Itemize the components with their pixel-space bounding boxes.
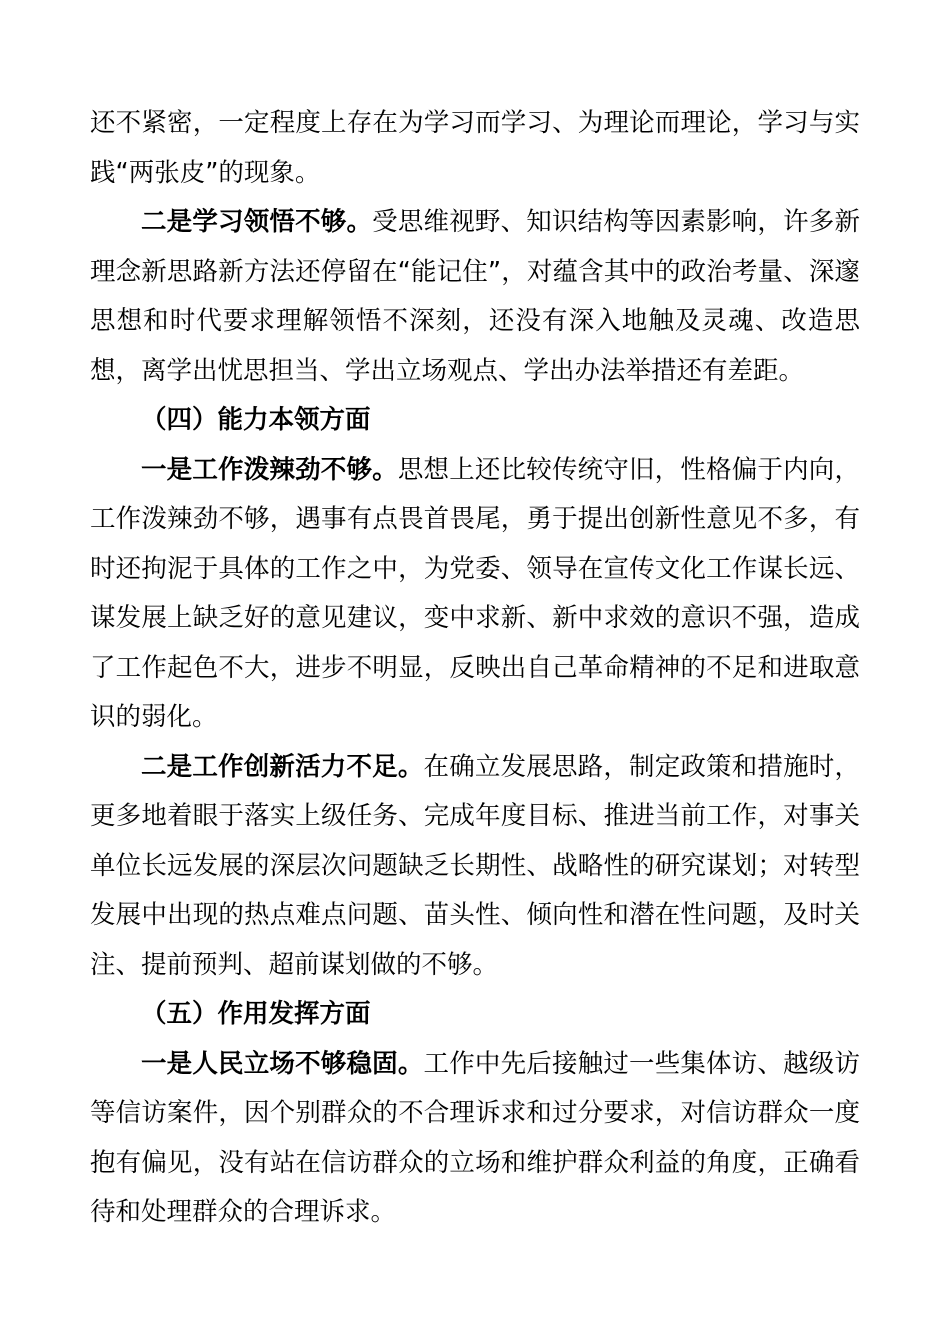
paragraph-people-stance: [90, 1040, 860, 1238]
paragraph-text: 工作中先后接触过一些集体访、越级访等信访案件，因个别群众的不合理诉求和过分要求，对信访群众一度抱有偏见，没有站在信访群众的立场和维护群众利益的角度，正确看待和处理群众的合理诉求。: [90, 1048, 860, 1227]
paragraph-innovation: [90, 743, 860, 991]
paragraph-text: 受思维视野、知识结构等因素影响，许多新理念新思路新方法还停留在“能记住”，对蕴含其中的政治考量、深邃思想和时代要求理解领悟不深刻，还没有深入地触及灵魂、改造思想，离学出忧思担当、学出立场观点、学出办法举措还有差距。: [90, 207, 860, 386]
paragraph-continuation: [90, 99, 860, 198]
document-body: [90, 99, 860, 1238]
paragraph-lead: 一是人民立场不够稳固。: [141, 1048, 424, 1079]
paragraph-study-comprehension: [90, 198, 860, 396]
section-heading-ability: （四）能力本领方面: [141, 405, 371, 435]
paragraph-text: 思想上还比较传统守旧，性格偏于内向，工作泼辣劲不够，遇事有点畏首畏尾，勇于提出创新性意见不多，有时还拘泥于具体的工作之中，为党委、领导在宣传文化工作谋长远、谋发展上缺乏好的意见建议，变中求新、新中求效的意识不强，造成了工作起色不大，进步不明显，反映出自己革命精神的不足和进取意识的弱化。: [90, 454, 860, 732]
paragraph-lead: 一是工作泼辣劲不够。: [141, 454, 398, 485]
section-heading-role: （五）作用发挥方面: [141, 999, 371, 1029]
paragraph-lead: 二是工作创新活力不足。: [141, 751, 424, 782]
paragraph-lead: 二是学习领悟不够。: [141, 207, 373, 237]
paragraph-work-vigor: [90, 446, 860, 743]
paragraph-text: 还不紧密，一定程度上存在为学习而学习、为理论而理论，学习与实践“两张皮”的现象。: [90, 108, 860, 188]
paragraph-text: 在确立发展思路，制定政策和措施时，更多地着眼于落实上级任务、完成年度目标、推进当前工作，对事关单位长远发展的深层次问题缺乏长期性、战略性的研究谋划；对转型发展中出现的热点难点问题、苗头性、倾向性和潜在性问题，及时关注、提前预判、超前谋划做的不够。: [90, 751, 860, 980]
